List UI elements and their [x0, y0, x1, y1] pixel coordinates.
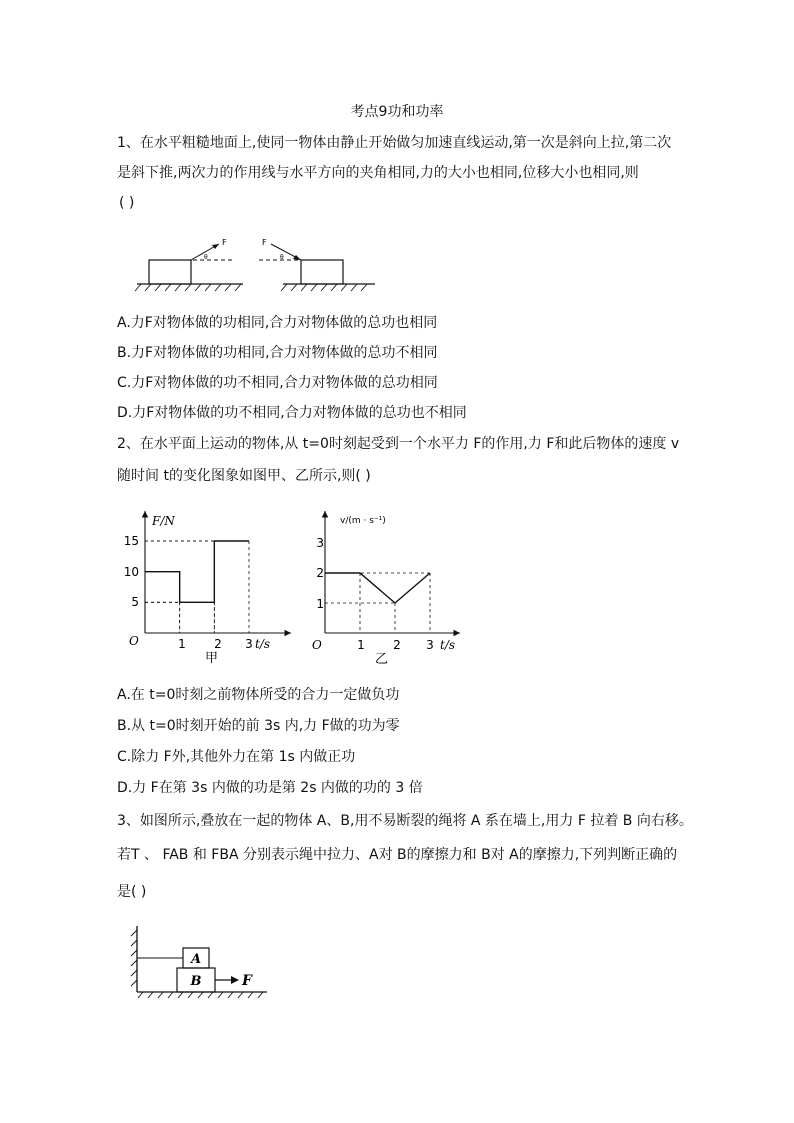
- chart-yi-ytick-1: 1: [316, 597, 324, 611]
- chart-jia-caption: 甲: [205, 651, 219, 666]
- page-title: 考点9功和功率: [350, 104, 444, 120]
- chart-yi-xtick-2: 2: [393, 638, 401, 652]
- q2-line1: 2、在水平面上运动的物体,从 t=0时刻起受到一个水平力 F的作用,力 F和此后物体的速度 v: [117, 436, 680, 452]
- chart-jia-force-time: [115, 505, 300, 670]
- chart-yi-origin: O: [312, 638, 322, 652]
- q2-option-a: A.在 t=0时刻之前物体所受的合力一定做负功: [117, 687, 400, 703]
- chart-jia-xtick-1: 1: [178, 637, 186, 651]
- block-a-label: A: [190, 952, 202, 967]
- chart-yi-xtick-3: 3: [426, 638, 434, 652]
- chart-yi-xlabel: t/s: [440, 638, 456, 652]
- chart-yi-ytick-2: 2: [316, 566, 324, 580]
- block-right: [301, 260, 343, 284]
- chart-yi-series-line: [325, 573, 430, 603]
- q1-option-a: A.力F对物体做的功相同,合力对物体做的总功也相同: [117, 315, 438, 331]
- chart-jia-xtick-2: 2: [214, 637, 222, 651]
- block-b-label: B: [190, 974, 202, 989]
- q1-line1: 1、在水平粗糙地面上,使同一物体由静止开始做匀加速直线运动,第一次是斜向上拉,第二次: [117, 135, 672, 151]
- block-left: [149, 260, 191, 284]
- chart-yi-xtick-1: 1: [357, 638, 365, 652]
- angle-label-right: θ: [280, 254, 284, 261]
- chart-yi-caption: 乙: [375, 652, 389, 667]
- chart-jia-ytick-15: 15: [123, 534, 139, 548]
- chart-jia-ytick-5: 5: [131, 595, 139, 609]
- chart-yi-velocity-time: [300, 505, 475, 670]
- q1-answer-paren: ( ): [119, 195, 135, 211]
- q2-option-b: B.从 t=0时刻开始的前 3s 内,力 F做的功为零: [117, 718, 400, 734]
- q3-stacked-blocks-diagram: [125, 920, 275, 1002]
- q1-option-c: C.力F对物体做的功不相同,合力对物体做的总功相同: [117, 375, 438, 391]
- chart-jia-ytick-10: 10: [123, 565, 139, 579]
- q1-force-diagram: [125, 232, 385, 296]
- chart-jia-xlabel: t/s: [255, 637, 271, 651]
- angle-label-left: θ: [204, 254, 208, 261]
- force-f-label-right: F: [262, 238, 267, 247]
- chart-jia-series-line: [145, 541, 249, 602]
- q3-line1: 3、如图所示,叠放在一起的物体 A、B,用不易断裂的绳将 A 系在墙上,用力 F 拉着 B 向右移。: [117, 813, 693, 829]
- q2-option-c: C.除力 F外,其他外力在第 1s 内做正功: [117, 749, 356, 765]
- chart-yi-ylabel: v/(m · s⁻¹): [340, 516, 386, 526]
- q3-line2: 若T 、 FAB 和 FBA 分别表示绳中拉力、A对 B的摩擦力和 B对 A的摩擦力,下列判断正确的: [117, 847, 678, 863]
- q2-line2: 随时间 t的变化图象如图甲、乙所示,则( ): [117, 468, 371, 484]
- q1-option-d: D.力F对物体做的功不相同,合力对物体做的总功也不相同: [117, 405, 467, 421]
- q2-option-d: D.力 F在第 3s 内做的功是第 2s 内做的功的 3 倍: [117, 780, 423, 796]
- chart-jia-origin: O: [129, 634, 139, 648]
- chart-jia-ylabel: F/N: [152, 514, 175, 528]
- q3-line3: 是( ): [117, 884, 147, 900]
- q1-option-b: B.力F对物体做的功相同,合力对物体做的总功不相同: [117, 345, 438, 361]
- force-f-label: F: [242, 973, 252, 989]
- chart-jia-xtick-3: 3: [245, 637, 253, 651]
- chart-yi-ytick-3: 3: [316, 536, 324, 550]
- force-f-label-left: F: [222, 238, 227, 247]
- q1-line2: 是斜下推,两次力的作用线与水平方向的夹角相同,力的大小也相同,位移大小也相同,则: [117, 165, 639, 181]
